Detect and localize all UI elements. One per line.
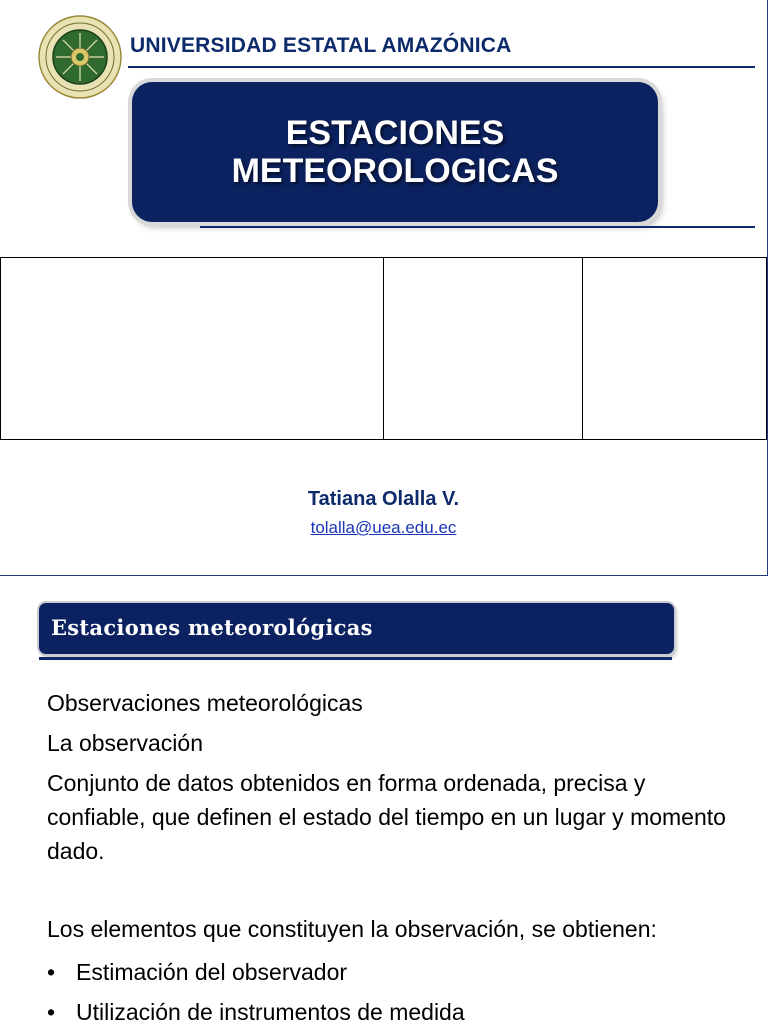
photo-placeholder-4 — [583, 258, 767, 439]
photo-strip — [0, 257, 767, 440]
author-email-link[interactable]: tolalla@uea.edu.ec — [310, 518, 457, 537]
title-divider — [200, 226, 755, 228]
title-line-1: ESTACIONES — [285, 113, 505, 152]
header-divider — [128, 66, 755, 68]
section-divider — [39, 657, 672, 660]
title-banner — [132, 82, 658, 222]
section-title: Estaciones meteorológicas — [51, 615, 373, 640]
body-line-observation: La observación — [47, 730, 203, 756]
body-line-observations: Observaciones meteorológicas — [47, 690, 363, 716]
photo-placeholder-3 — [384, 258, 583, 439]
university-name: UNIVERSIDAD ESTATAL AMAZÓNICA — [130, 34, 512, 57]
body-line-elements: Los elementos que constituyen la observación, se obtienen: — [47, 916, 657, 942]
list-item: • Estimación del observador — [47, 952, 465, 992]
photo-placeholder-1 — [0, 258, 192, 439]
list-item: • Utilización de instrumentos de medida — [47, 992, 465, 1032]
university-seal-logo — [38, 15, 122, 99]
body-paragraph-definition: Conjunto de datos obtenidos en forma ordenada, precisa y confiable, que definen el estado del tiempo en un lugar y momento dado. — [47, 770, 726, 864]
photo-placeholder-2 — [191, 258, 384, 439]
author-name: Tatiana Olalla V. — [307, 488, 460, 510]
title-line-2: METEOROLOGICAS — [231, 152, 559, 190]
bullet-list — [47, 952, 465, 1032]
